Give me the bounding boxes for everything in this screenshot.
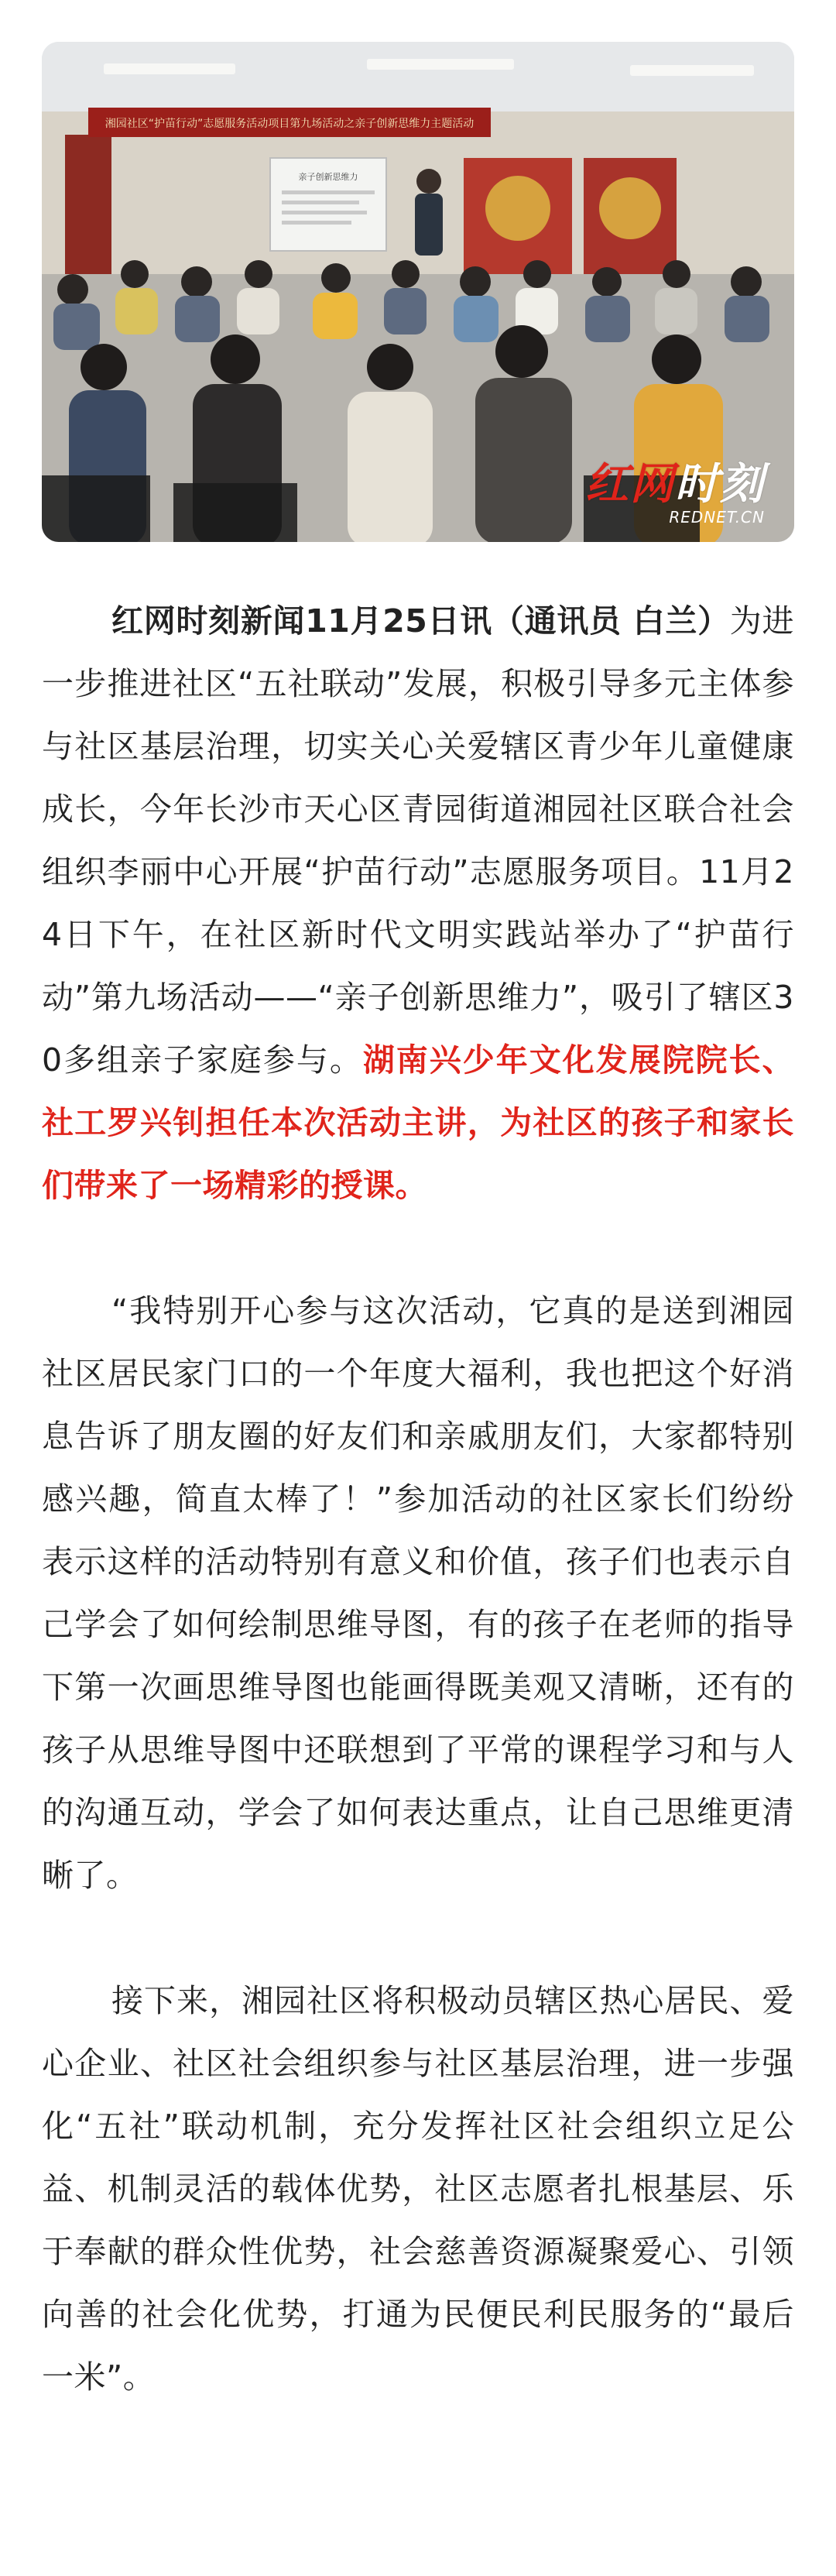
paragraph-2: “我特别开心参与这次活动，它真的是送到湘园社区居民家门口的一个年度大福利，我也把这个好消息告诉了朋友圈的好友们和亲戚朋友们，大家都特别感兴趣，简直太棒了！”参加活动的社区家长们纷纷表示这样的活动特别有意义和价值，孩子们也表示自己学会了如何绘制思维导图，有的孩子在老师的指导下第一次画思维导图也能画得既美观又清晰，还有的孩子从思维导图中还联想到了平常的课程学习和与人的沟通互动，学会了如何表达重点，让自己思维更清晰了。 <box>42 1292 794 1894</box>
event-banner-text: 湘园社区“护苗行动”志愿服务活动项目第九场活动之亲子创新思维力主题活动 <box>104 118 475 130</box>
paragraph-3: 接下来，湘园社区将积极动员辖区热心居民、爱心企业、社区社会组织参与社区基层治理，进一步强化“五社”联动机制，充分发挥社区社会组织立足公益、机制灵活的载体优势，社区志愿者扎根基层、乐于奉献的群众性优势，社会慈善资源凝聚爱心、引领向善的社会化优势，打通为民便民利民服务的“最后一米”。 <box>42 1982 794 2396</box>
article-body <box>42 590 794 2409</box>
logo-text-red: 红网 <box>585 459 675 509</box>
logo-text-white: 时刻 <box>675 459 765 509</box>
event-photo[interactable] <box>42 42 794 542</box>
paragraph-1-highlight: 湖南兴少年文化发展院院长、社工罗兴钊担任本次活动主讲，为社区的孩子和家长们带来了一场精彩的授课。 <box>42 1041 795 1204</box>
logo-subtext: REDNET.CN <box>669 508 765 527</box>
paragraph-1-body: 为进一步推进社区“五社联动”发展，积极引导多元主体参与社区基层治理，切实关心关爱辖区青少年儿童健康成长，今年长沙市天心区青园街道湘园社区联合社会组织李丽中心开展“护苗行动”志愿服务项目。11月24日下午，在社区新时代文明实践站举办了“护苗行动”第九场活动——“亲子创新思维力”，吸引了辖区30多组亲子家庭参与。 <box>42 602 795 1079</box>
rednet-logo <box>585 459 765 527</box>
article-lead: 红网时刻新闻11月25日讯（通讯员 白兰） <box>111 602 730 640</box>
paragraph-1 <box>42 590 794 1217</box>
projector-screen-text: 亲子创新思维力 <box>298 172 358 182</box>
